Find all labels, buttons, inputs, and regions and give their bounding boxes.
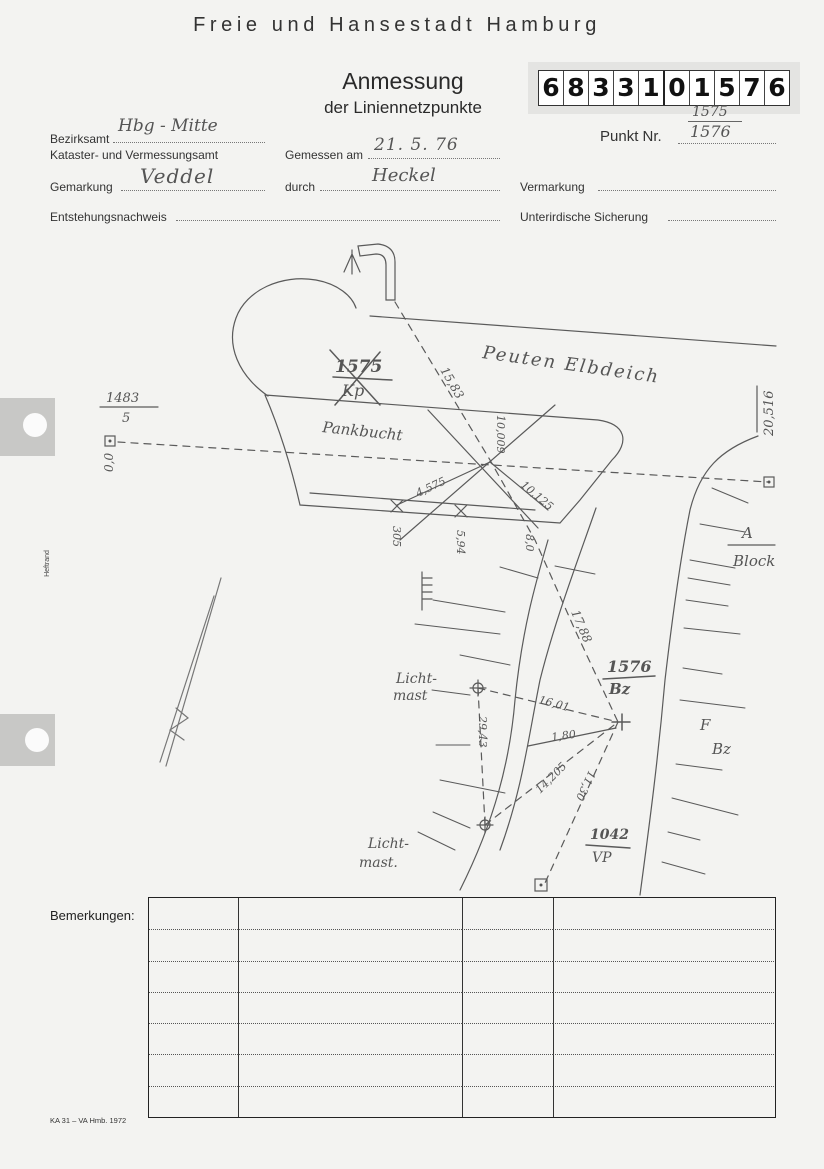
hatch-line	[712, 488, 748, 503]
remarks-cell	[462, 898, 553, 929]
gemarkung-value: Veddel	[140, 164, 215, 188]
durch-value: Heckel	[372, 165, 436, 186]
remarks-cell	[462, 1086, 553, 1117]
remarks-cell	[238, 992, 462, 1023]
hatch-line	[686, 600, 728, 606]
point-1483-number: 1483	[106, 391, 140, 406]
point-1576-type: Bz	[609, 680, 631, 698]
hatch-line	[440, 780, 505, 793]
remarks-cell	[238, 961, 462, 992]
lamp1-to-lamp2-dashed	[478, 688, 485, 825]
underline-1575	[333, 377, 392, 380]
remarks-label: Bemerkungen:	[50, 908, 135, 923]
hatch-line	[415, 624, 500, 634]
measurement-label: 5,94	[454, 530, 467, 555]
punkt-nr-label: Punkt Nr.	[600, 128, 662, 145]
gemessen-am-value: 21. 5. 76	[374, 135, 459, 155]
hatch-line	[688, 578, 730, 585]
entstehungsnachweis-label: Entstehungsnachweis	[50, 210, 167, 224]
dike-road-line	[370, 316, 776, 346]
underline-1042	[586, 845, 630, 848]
measurement-label: 15,83	[437, 364, 467, 402]
hatch-line	[672, 798, 738, 815]
measurement-label: 1,80	[550, 727, 577, 744]
digit-box: 6	[764, 71, 789, 105]
hatch-line	[700, 524, 745, 532]
marker-f-type: Bz	[712, 740, 731, 758]
pipe-outline	[358, 244, 395, 300]
digit-box: 5	[714, 71, 739, 105]
kataster-label: Kataster- und Vermessungsamt	[50, 148, 219, 162]
lamp-post-1-line2: mast	[393, 688, 428, 704]
measurement-label: 14,205	[532, 759, 570, 797]
hatch-line	[668, 832, 700, 840]
gemessen-am-label: Gemessen am	[285, 148, 364, 162]
remarks-cell	[553, 898, 774, 929]
pencil-scribble	[160, 578, 221, 766]
remarks-cell	[149, 1054, 238, 1085]
remarks-cell	[238, 929, 462, 960]
hatch-line	[460, 655, 510, 665]
lamp-post-2-line2: mast.	[359, 855, 398, 871]
marker-dot	[540, 884, 543, 887]
measurement-label: 0,0	[102, 452, 116, 472]
hatch-line	[690, 560, 735, 568]
point-1576-cross	[612, 714, 630, 730]
digit-box: 8	[563, 71, 588, 105]
digit-box: 1	[689, 71, 714, 105]
digit-box: 1	[638, 71, 663, 105]
block-boundary-line	[640, 436, 758, 895]
remarks-cell	[238, 1023, 462, 1054]
bezirksamt-label: Bezirksamt	[50, 132, 110, 146]
lamp-post-1-line1: Licht-	[396, 671, 437, 687]
form-subtitle: der Liniennetzpunkte	[324, 98, 482, 117]
measure-tick	[391, 500, 403, 512]
remarks-cell	[149, 961, 238, 992]
bay-label: Pankbucht	[321, 418, 404, 445]
remarks-cell	[553, 1023, 774, 1054]
hatch-line	[433, 812, 470, 828]
intersection-line	[400, 405, 555, 540]
remarks-cell	[553, 1054, 774, 1085]
marker-dot	[109, 440, 112, 443]
remarks-cell	[462, 1054, 553, 1085]
measurement-label: 11,30	[572, 768, 599, 803]
ladder-symbol	[422, 572, 432, 610]
point-1042-number: 1042	[590, 827, 629, 843]
digit-box: 7	[739, 71, 764, 105]
measurement-label: 10,009	[494, 415, 507, 454]
punkt-nr-old-value: 1575	[692, 104, 728, 120]
bay-rounding-outline	[233, 279, 356, 396]
hatch-line	[676, 764, 722, 770]
underline-1576	[603, 676, 655, 679]
remarks-cell	[462, 992, 553, 1023]
durch-label: durch	[285, 180, 316, 194]
intersection-line	[428, 410, 538, 528]
remarks-cell	[149, 1086, 238, 1117]
lamp-post-icon-cross	[470, 680, 486, 696]
marker-f-letter: F	[700, 716, 711, 734]
hatch-line	[662, 862, 705, 874]
remarks-cell	[462, 1023, 553, 1054]
header-title: Freie und Hansestadt Hamburg	[193, 14, 601, 36]
digit-box: 3	[588, 71, 613, 105]
hatch-line	[683, 668, 722, 674]
marker-dot	[768, 481, 771, 484]
hatch-line	[432, 690, 470, 695]
form-title: Anmessung	[342, 68, 464, 94]
remarks-cell	[149, 929, 238, 960]
bezirksamt-value: Hbg - Mitte	[118, 116, 218, 136]
remarks-cell	[462, 961, 553, 992]
hatch-line	[500, 567, 538, 578]
vermarkung-label: Vermarkung	[520, 180, 585, 194]
remarks-cell	[553, 961, 774, 992]
measurement-label: 305	[390, 526, 403, 547]
measurement-label: 16,01	[537, 693, 572, 715]
measurement-label: 4,575	[413, 474, 448, 500]
north-arrow-icon	[344, 250, 360, 274]
point-1483-type: 5	[122, 411, 131, 426]
margin-label: Heftrand	[43, 550, 51, 577]
street-label: Peuten Elbdeich	[481, 342, 662, 388]
point-1042-type: VP	[592, 850, 612, 866]
hatch-line	[684, 628, 740, 634]
measurement-label: 8,0	[523, 534, 536, 552]
digit-box: 6	[542, 73, 560, 102]
remarks-cell	[553, 992, 774, 1023]
point-1575-type: Kp	[342, 381, 365, 400]
point-1576-number: 1576	[607, 657, 652, 676]
hatch-line	[418, 832, 455, 850]
remarks-cell	[149, 898, 238, 929]
hatching-right	[662, 488, 748, 874]
hatch-line	[680, 700, 745, 708]
block-letter: A	[742, 524, 753, 542]
measurement-label: 17,88	[568, 607, 595, 645]
measurement-label: 29,43	[476, 716, 489, 748]
remarks-cell	[238, 1086, 462, 1117]
unterirdische-sicherung-label: Unterirdische Sicherung	[520, 210, 649, 224]
punkt-nr-value: 1576	[690, 122, 731, 141]
digit-box: 3	[613, 71, 638, 105]
measurement-label: 20,516	[762, 390, 777, 436]
remarks-table	[148, 897, 776, 1118]
remarks-cell	[553, 1086, 774, 1117]
form-code: KA 31 – VA Hmb. 1972	[50, 1116, 127, 1125]
measurement-label: 10,125	[518, 478, 556, 514]
digit-box: 0	[663, 71, 689, 105]
lamp-post-icon-cross	[477, 817, 493, 833]
lamp-post-2-line1: Licht-	[368, 836, 409, 852]
gemarkung-label: Gemarkung	[50, 180, 113, 194]
remarks-cell	[553, 929, 774, 960]
remarks-cell	[149, 1023, 238, 1054]
remarks-cell	[238, 1054, 462, 1085]
remarks-cell	[238, 898, 462, 929]
point-1575-number: 1575	[335, 357, 383, 377]
remarks-cell	[462, 929, 553, 960]
measure-tick	[455, 505, 467, 517]
dashed-survey-lines	[118, 302, 768, 883]
hatch-line	[433, 600, 505, 612]
block-text: Block	[733, 552, 776, 570]
remarks-cell	[149, 992, 238, 1023]
bay-outline	[265, 395, 623, 523]
baseline-dashed	[118, 442, 768, 482]
survey-dots	[109, 440, 771, 887]
